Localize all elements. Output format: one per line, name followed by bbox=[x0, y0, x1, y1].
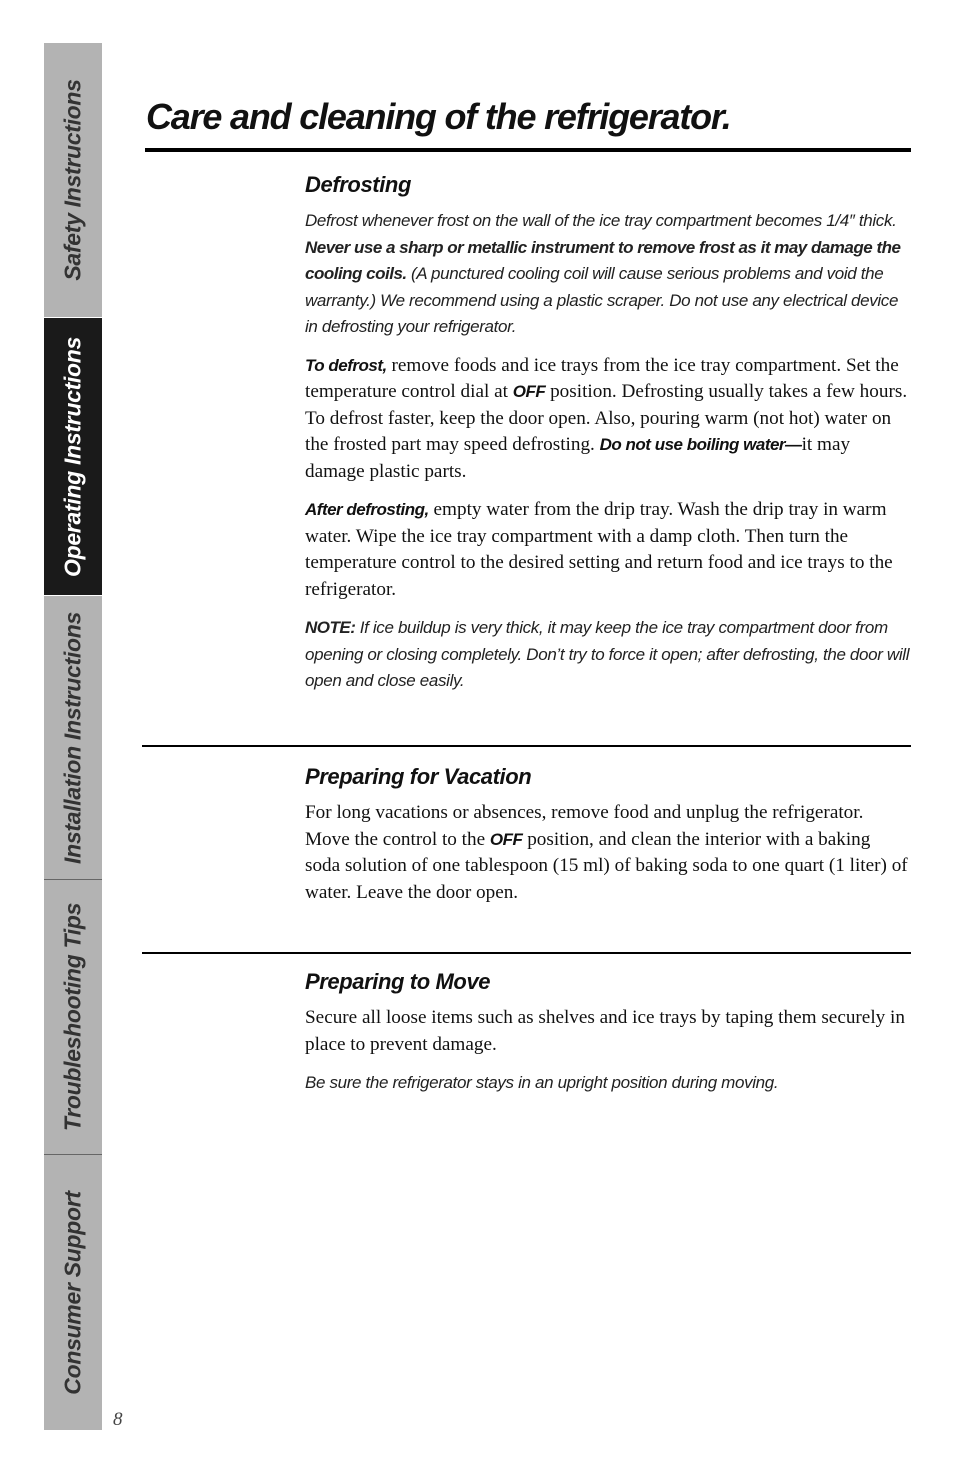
vacation-paragraph: For long vacations or absences, remove food and unplug the refrigerator. Move the control to the OFF position, and clean the interior with a baking soda solution of one tablespoon (15 ml) of baking soda to one quart (1 liter) of water. Leave the door open. bbox=[305, 802, 908, 903]
page-number: 8 bbox=[113, 1409, 123, 1430]
note-paragraph: NOTE: If ice buildup is very thick, it may keep the ice tray compartment door from opening or closing completely. Don’t try to force it open; after defrosting, the door will open and close easily. bbox=[305, 618, 910, 690]
tab-label: Safety Instructions bbox=[59, 79, 86, 281]
off-label: OFF bbox=[489, 829, 523, 849]
defrosting-intro: Defrost whenever frost on the wall of the ice tray compartment becomes 1/4″ thick. Never use a sharp or metallic instrument to remove frost as it may damage the cooling coils. (A punctured cooling coil will cause serious problems and void the warranty.) We recommend using a plastic scraper. Do not use any electrical device in defrosting your refrigerator. bbox=[305, 211, 901, 336]
off-label: OFF bbox=[512, 382, 546, 401]
move-paragraph: Secure all loose items such as shelves and ice trays by taping them securely in place to prevent damage. bbox=[305, 1007, 905, 1055]
sidebar-nav bbox=[44, 43, 102, 1430]
note-label: NOTE: bbox=[305, 618, 356, 637]
tab-installation-instructions[interactable] bbox=[44, 596, 102, 879]
warning-text: Never use a sharp or metallic instrument to remove frost as it may damage the cooling coils. bbox=[305, 237, 901, 283]
section-heading: Preparing to Move bbox=[305, 969, 491, 994]
section-divider bbox=[142, 745, 911, 747]
tab-troubleshooting-tips[interactable] bbox=[44, 880, 102, 1154]
lead-in: After defrosting, bbox=[305, 500, 429, 519]
tab-label: Operating Instructions bbox=[59, 336, 86, 577]
page-title: Care and cleaning of the refrigerator. bbox=[146, 96, 731, 137]
lead-in: To defrost, bbox=[305, 355, 387, 375]
move-section bbox=[305, 969, 910, 1097]
section-divider bbox=[142, 952, 911, 954]
tab-label: Troubleshooting Tips bbox=[59, 902, 86, 1132]
title-rule bbox=[145, 148, 911, 152]
section-heading: Preparing for Vacation bbox=[305, 764, 532, 789]
section-heading: Defrosting bbox=[305, 172, 412, 197]
after-defrosting-paragraph: After defrosting, empty water from the drip tray. Wash the drip tray in warm water. Wipe the ice tray compartment with a damp cloth. Then turn the temperature control to the desired setting and return food and ice trays to the refrigerator. bbox=[305, 499, 893, 600]
tab-label: Installation Instructions bbox=[59, 611, 86, 864]
tab-label: Consumer Support bbox=[59, 1190, 86, 1395]
defrosting-section bbox=[305, 172, 910, 695]
tab-operating-instructions[interactable] bbox=[44, 318, 102, 595]
warning-text: Do not use boiling water— bbox=[599, 435, 802, 454]
tab-consumer-support[interactable] bbox=[44, 1155, 102, 1430]
move-note: Be sure the refrigerator stays in an upright position during moving. bbox=[305, 1073, 779, 1092]
to-defrost-paragraph: To defrost, remove foods and ice trays from the ice tray compartment. Set the temperature control dial at OFF position. Defrosting usually takes a few hours. To defrost faster, keep the door open. Also, pouring warm (not hot) water on the frosted part may speed defrosting. Do not use boiling water—it may damage plastic parts. bbox=[305, 354, 908, 482]
vacation-section bbox=[305, 764, 910, 906]
tab-safety-instructions[interactable] bbox=[44, 43, 102, 317]
